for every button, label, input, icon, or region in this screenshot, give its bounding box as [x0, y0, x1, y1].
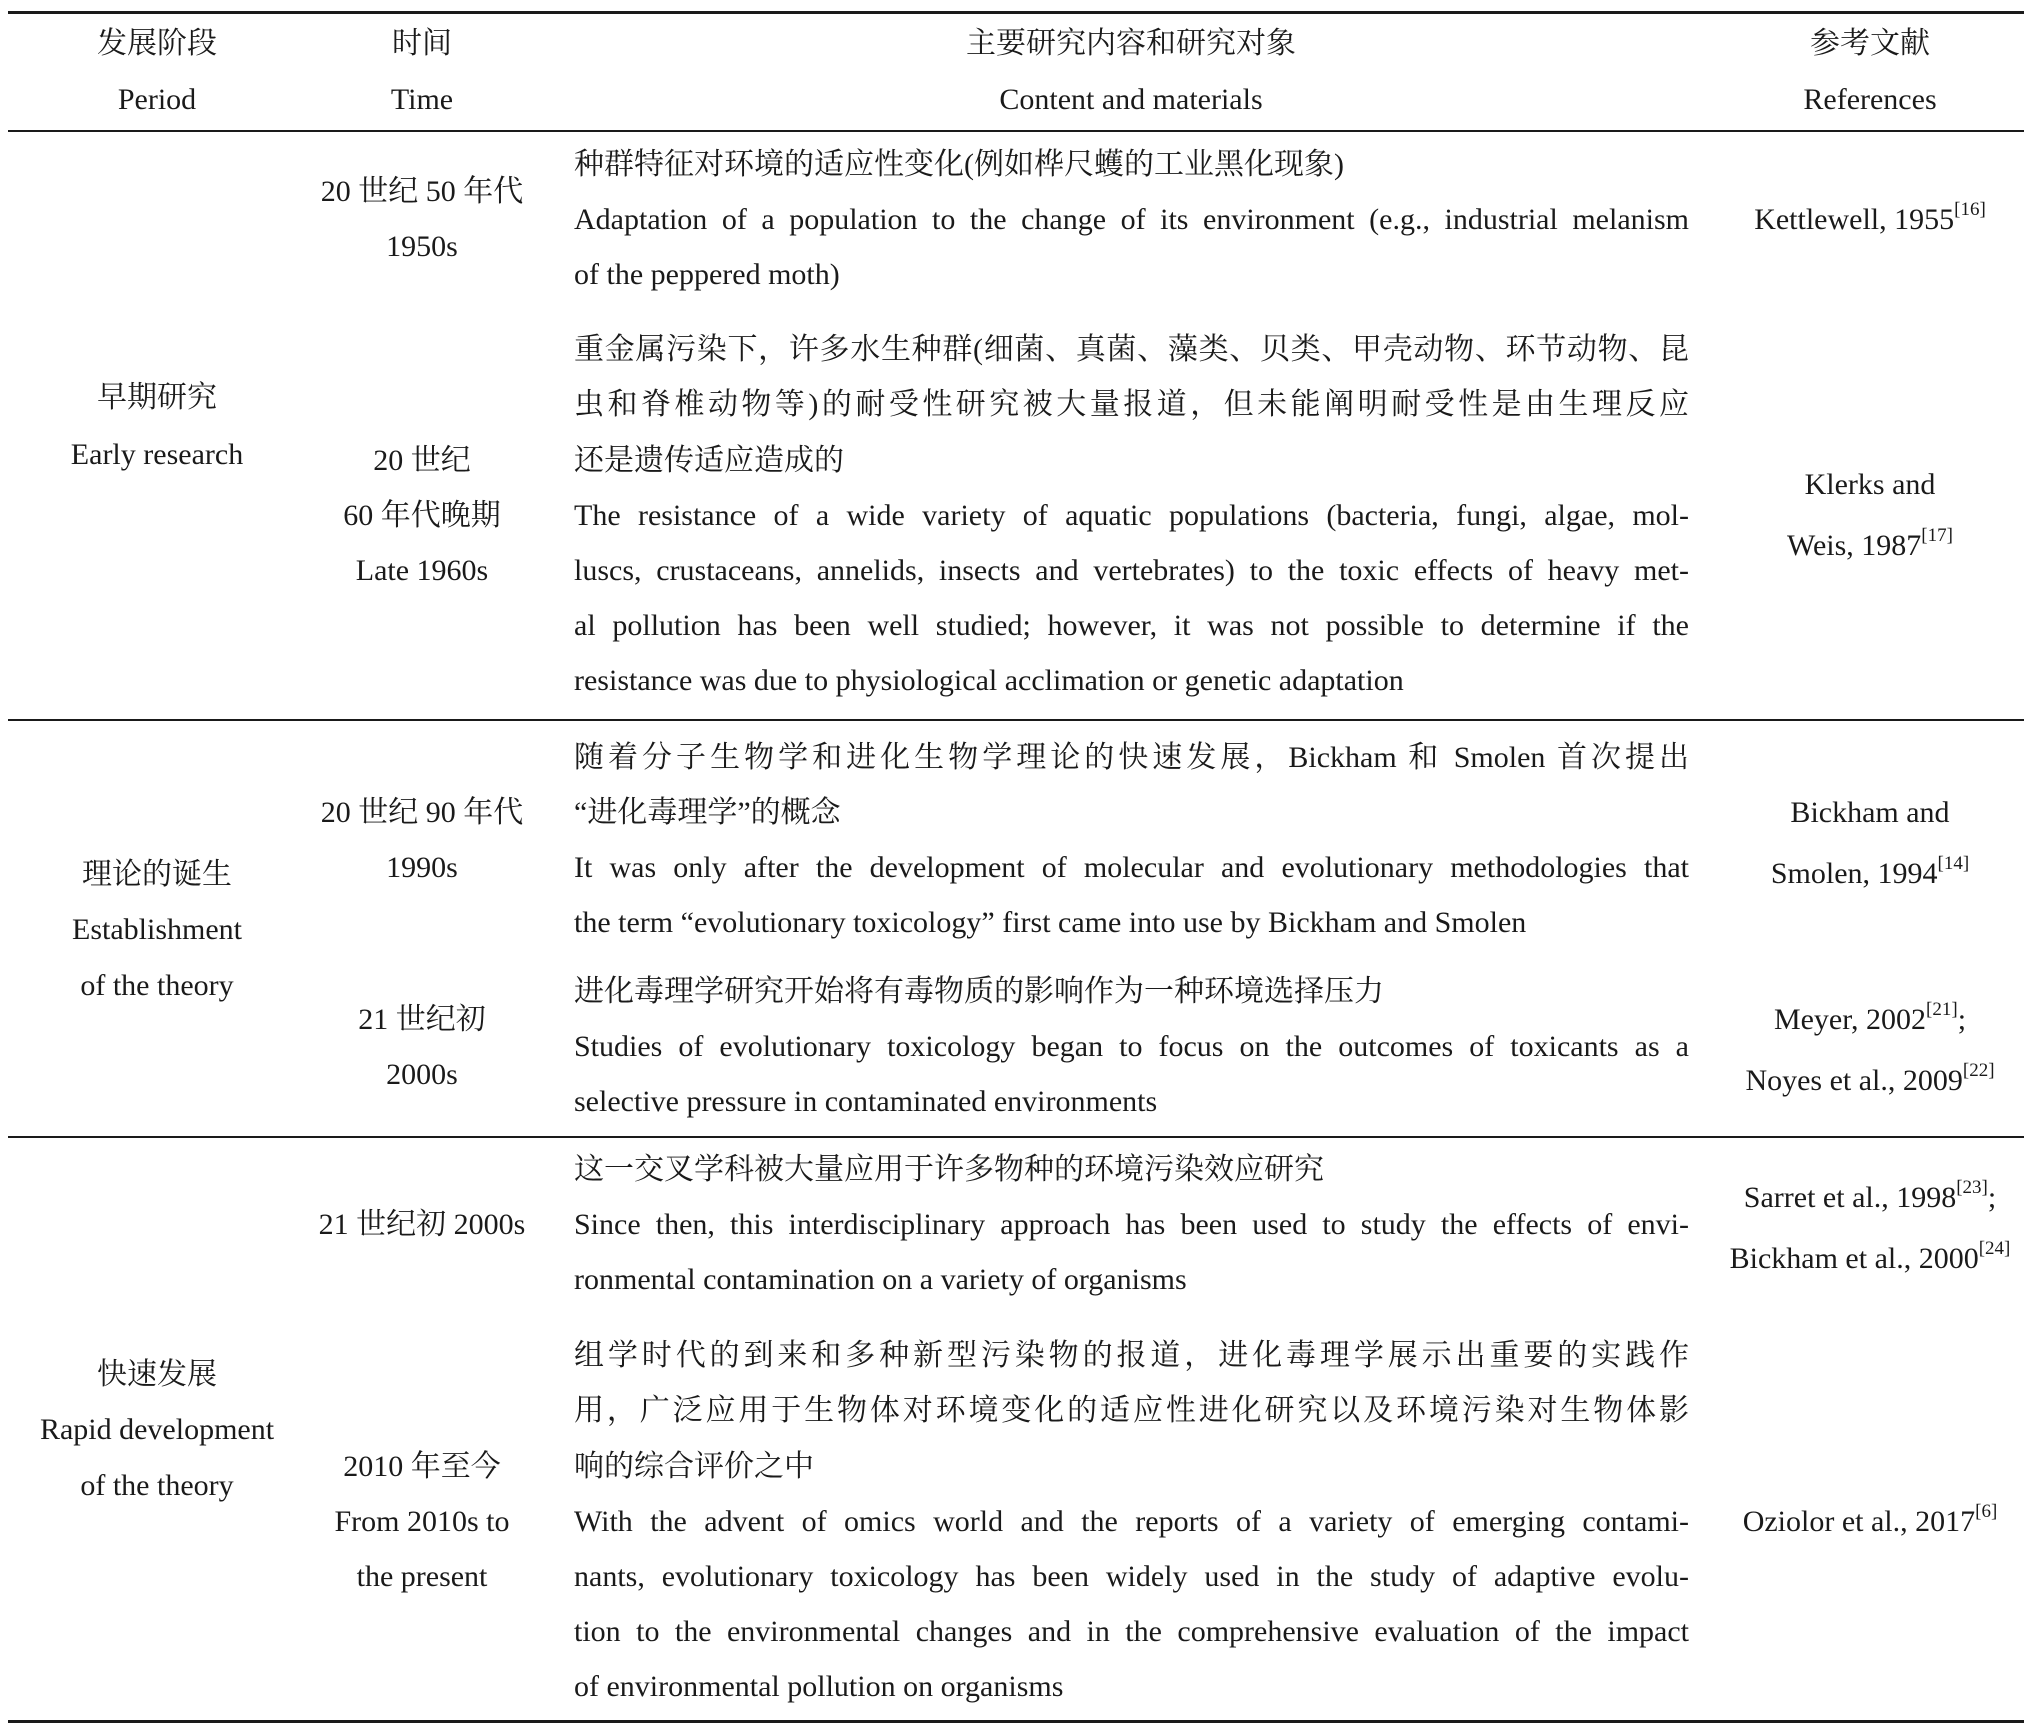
reference-cell: Bickham and [1790, 796, 1950, 829]
header-period-zh: 发展阶段 [97, 27, 217, 60]
time-cell: 2000s [386, 1058, 458, 1091]
content-en-line: nants, evolutionary toxicology has been widely used in the study of adaptive evolu- [574, 1560, 1689, 1593]
content-en-line: the term “evolutionary toxicology” first came into use by Bickham and Smolen [574, 906, 1527, 939]
period-en: Early research [70, 438, 244, 471]
content-en-line: Adaptation of a population to the change of its environment (e.g., industrial melanism [574, 203, 1689, 236]
time-cell: Late 1960s [355, 554, 489, 587]
period-en: Rapid development [39, 1413, 275, 1446]
table-bottom-rule [8, 1720, 2024, 1723]
content-zh-line: 重金属污染下，许多水生种群(细菌、真菌、藻类、贝类、甲壳动物、环节动物、昆 [574, 333, 1689, 366]
reference-cell: Sarret et al., 1998[23]; [1743, 1177, 1997, 1214]
header-content-en: Content and materials [999, 83, 1263, 116]
content-zh-line: 这一交叉学科被大量应用于许多物种的环境污染效应研究 [574, 1153, 1324, 1186]
content-en-line: With the advent of omics world and the reports of a variety of emerging contami- [574, 1505, 1689, 1538]
reference-cell: Meyer, 2002[21]; [1773, 999, 1967, 1036]
time-cell: 20 世纪 90 年代 [320, 796, 524, 829]
period-en: of the theory [80, 1469, 234, 1502]
content-en-line: of environmental pollution on organisms [574, 1670, 1064, 1703]
reference-cell: Noyes et al., 2009[22] [1745, 1060, 1995, 1097]
reference-cell: Smolen, 1994[14] [1770, 853, 1970, 890]
content-en-line: selective pressure in contaminated environments [574, 1085, 1158, 1118]
header-period-en: Period [117, 83, 197, 116]
time-cell: the present [356, 1560, 488, 1593]
time-cell: 1950s [386, 230, 458, 263]
content-zh-line: 进化毒理学研究开始将有毒物质的影响作为一种环境选择压力 [574, 975, 1384, 1008]
content-en-line: resistance was due to physiological acclimation or genetic adaptation [574, 664, 1404, 697]
period-en: Establishment [72, 913, 242, 946]
reference-cell: Weis, 1987[17] [1787, 525, 1953, 562]
content-en-line: tion to the environmental changes and in the comprehensive evaluation of the impact [574, 1615, 1689, 1648]
content-zh-line: 响的综合评价之中 [574, 1450, 814, 1483]
content-en-line: The resistance of a wide variety of aquatic populations (bacteria, fungi, algae, mol- [574, 499, 1689, 532]
content-zh-line: 用，广泛应用于生物体对环境变化的适应性进化研究以及环境污染对生物体影 [574, 1394, 1689, 1427]
period-zh: 早期研究 [97, 381, 217, 414]
content-en-line: ronmental contamination on a variety of organisms [574, 1263, 1187, 1296]
time-cell: From 2010s to [334, 1505, 510, 1538]
time-cell: 60 年代晚期 [343, 499, 501, 532]
content-zh-line: “进化毒理学”的概念 [574, 796, 841, 829]
content-en-line: of the peppered moth) [574, 258, 840, 291]
content-en-line: Since then, this interdisciplinary approach has been used to study the effects of envi- [574, 1208, 1689, 1241]
reference-cell: Klerks and [1804, 468, 1936, 501]
time-cell: 2010 年至今 [343, 1450, 501, 1483]
content-zh-line: 随着分子生物学和进化生物学理论的快速发展，Bickham 和 Smolen 首次提出 [574, 741, 1689, 774]
content-zh-line: 组学时代的到来和多种新型污染物的报道，进化毒理学展示出重要的实践作 [574, 1339, 1689, 1372]
reference-cell: Oziolor et al., 2017[6] [1742, 1501, 1998, 1538]
section-divider-rule [8, 1136, 2024, 1138]
period-zh: 快速发展 [97, 1358, 217, 1391]
time-cell: 20 世纪 50 年代 [320, 175, 524, 208]
content-zh-line: 种群特征对环境的适应性变化(例如桦尺蠖的工业黑化现象) [574, 148, 1344, 181]
content-en-line: Studies of evolutionary toxicology began to focus on the outcomes of toxicants as a [574, 1030, 1689, 1063]
content-en-line: It was only after the development of molecular and evolutionary methodologies that [574, 851, 1689, 884]
time-cell: 20 世纪 [373, 444, 471, 477]
period-en: of the theory [80, 969, 234, 1002]
header-refs-zh: 参考文献 [1810, 27, 1930, 60]
content-en-line: al pollution has been well studied; however, it was not possible to determine if the [574, 609, 1689, 642]
section-divider-rule [8, 719, 2024, 721]
time-cell: 21 世纪初 2000s [318, 1208, 526, 1241]
header-refs-en: References [1803, 83, 1937, 116]
reference-cell: Bickham et al., 2000[24] [1729, 1238, 2011, 1275]
header-time-zh: 时间 [392, 27, 452, 60]
content-en-line: luscs, crustaceans, annelids, insects and vertebrates) to the toxic effects of heavy met- [574, 554, 1689, 587]
content-zh-line: 还是遗传适应造成的 [574, 444, 844, 477]
reference-cell: Kettlewell, 1955[16] [1754, 199, 1986, 236]
time-cell: 1990s [386, 851, 458, 884]
content-zh-line: 虫和脊椎动物等)的耐受性研究被大量报道，但未能阐明耐受性是由生理反应 [574, 388, 1689, 421]
table-top-rule [8, 11, 2024, 14]
header-content-zh: 主要研究内容和研究对象 [966, 27, 1296, 60]
period-zh: 理论的诞生 [82, 858, 232, 891]
header-bottom-rule [8, 130, 2024, 132]
time-cell: 21 世纪初 [358, 1003, 486, 1036]
header-time-en: Time [390, 83, 454, 116]
